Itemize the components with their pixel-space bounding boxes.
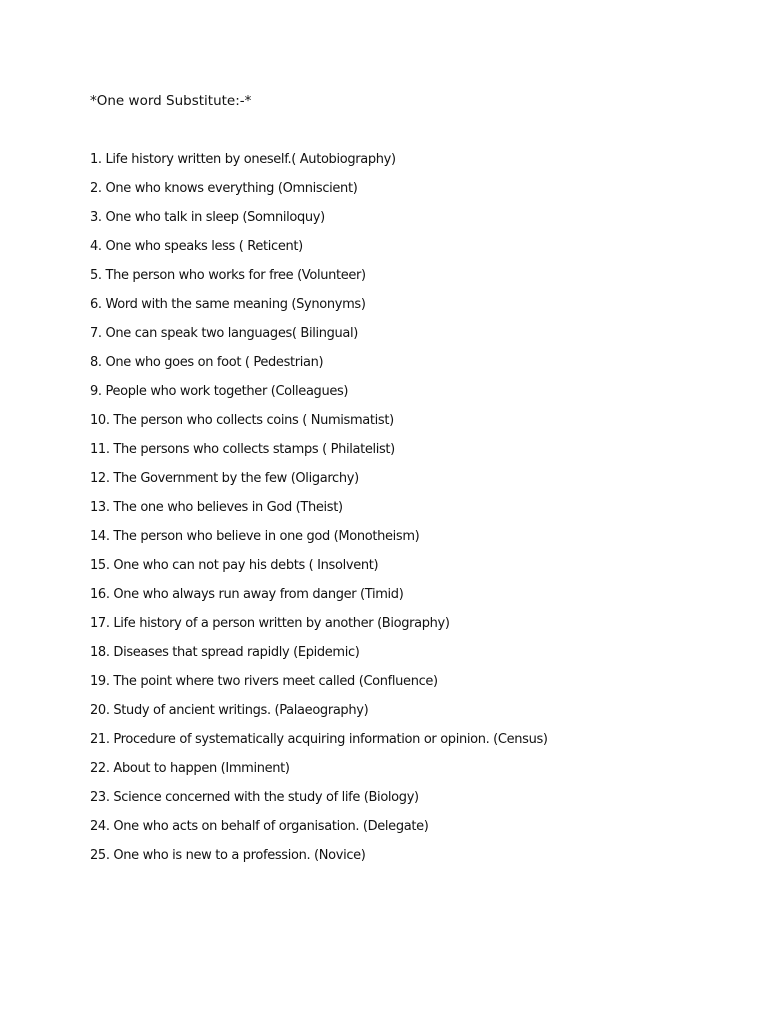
substitute-list — [90, 150, 548, 875]
document-title: *One word Substitute:-* — [90, 93, 252, 109]
list-item: 23. Science concerned with the study of life (Biology) — [90, 790, 419, 805]
list-item: 12. The Government by the few (Oligarchy) — [90, 471, 359, 486]
list-item: 11. The persons who collects stamps ( Philatelist) — [90, 442, 395, 457]
list-item: 15. One who can not pay his debts ( Insolvent) — [90, 558, 379, 573]
list-item: 24. One who acts on behalf of organisation. (Delegate) — [90, 819, 429, 834]
list-item: 6. Word with the same meaning (Synonyms) — [90, 297, 366, 312]
list-item: 13. The one who believes in God (Theist) — [90, 500, 343, 515]
list-item: 9. People who work together (Colleagues) — [90, 384, 349, 399]
list-item: 1. Life history written by oneself.( Autobiography) — [90, 152, 396, 167]
list-item: 22. About to happen (Imminent) — [90, 761, 290, 776]
list-item: 16. One who always run away from danger (Timid) — [90, 587, 404, 602]
list-item: 2. One who knows everything (Omniscient) — [90, 181, 358, 196]
list-item: 3. One who talk in sleep (Somniloquy) — [90, 210, 325, 225]
list-item: 17. Life history of a person written by another (Biography) — [90, 616, 450, 631]
list-item: 20. Study of ancient writings. (Palaeography) — [90, 703, 369, 718]
list-item: 5. The person who works for free (Volunteer) — [90, 268, 366, 283]
list-item: 10. The person who collects coins ( Numismatist) — [90, 413, 394, 428]
list-item: 4. One who speaks less ( Reticent) — [90, 239, 303, 254]
list-item: 7. One can speak two languages( Bilingual) — [90, 326, 359, 341]
list-item: 18. Diseases that spread rapidly (Epidemic) — [90, 645, 360, 660]
list-item: 8. One who goes on foot ( Pedestrian) — [90, 355, 324, 370]
list-item: 14. The person who believe in one god (Monotheism) — [90, 529, 420, 544]
list-item: 19. The point where two rivers meet called (Confluence) — [90, 674, 438, 689]
list-item: 25. One who is new to a profession. (Novice) — [90, 848, 366, 863]
list-item: 21. Procedure of systematically acquiring information or opinion. (Census) — [90, 732, 548, 747]
